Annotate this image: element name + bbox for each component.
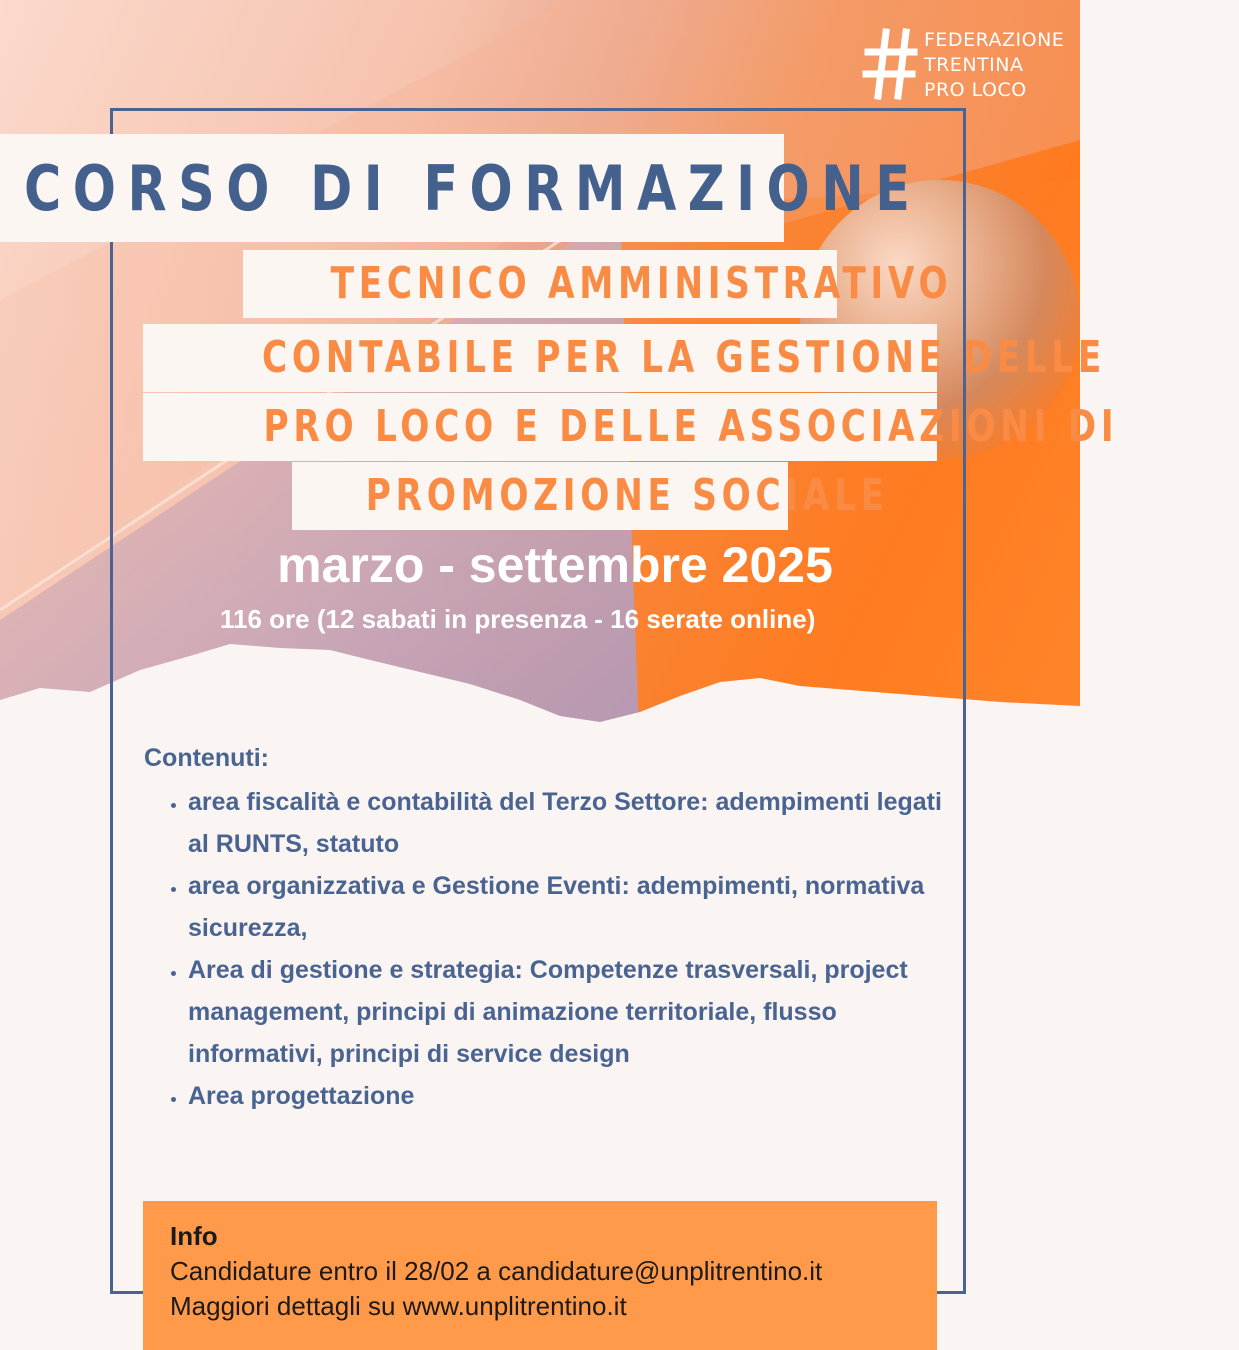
- contents-section: [144, 744, 944, 1117]
- course-hours: 116 ore (12 sabati in presenza - 16 serate online): [220, 604, 816, 634]
- federazione-logo: [864, 28, 1064, 103]
- list-item: • Area progettazione: [188, 1075, 944, 1117]
- hashtag-icon: [864, 28, 916, 100]
- subtitle-line: TECNICO AMMINISTRATIVO: [243, 250, 837, 318]
- contents-list: [144, 781, 944, 1117]
- subtitle-line: PRO LOCO E DELLE ASSOCIAZIONI DI: [143, 393, 937, 461]
- logo-text: [924, 28, 1064, 103]
- info-website[interactable]: Maggiori dettagli su www.unplitrentino.it: [170, 1291, 627, 1321]
- list-item: • area organizzativa e Gestione Eventi: adempimenti, normativa sicurezza,: [188, 865, 944, 949]
- page-title: CORSO DI FORMAZIONE: [24, 151, 922, 225]
- logo-line: PRO LOCO: [924, 79, 1027, 101]
- list-item: • Area di gestione e strategia: Competenze trasversali, project management, principi di animazione territoriale, flusso informativi, principi di service design: [188, 949, 944, 1075]
- subtitle-line: CONTABILE PER LA GESTIONE DELLE: [143, 324, 937, 392]
- logo-line: TRENTINA: [924, 54, 1024, 76]
- subtitle-line: PROMOZIONE SOCIALE: [292, 462, 788, 530]
- list-item: • area fiscalità e contabilità del Terzo Settore: adempimenti legati al RUNTS, statuto: [188, 781, 944, 865]
- course-dates: marzo - settembre 2025: [277, 537, 833, 593]
- logo-line: FEDERAZIONE: [924, 29, 1065, 51]
- info-candidature[interactable]: Candidature entro il 28/02 a candidature@unplitrentino.it: [170, 1256, 823, 1286]
- info-heading: Info: [170, 1221, 218, 1251]
- title-banner: [0, 134, 922, 242]
- contents-heading: Contenuti:: [144, 744, 269, 772]
- info-box: [143, 1201, 937, 1350]
